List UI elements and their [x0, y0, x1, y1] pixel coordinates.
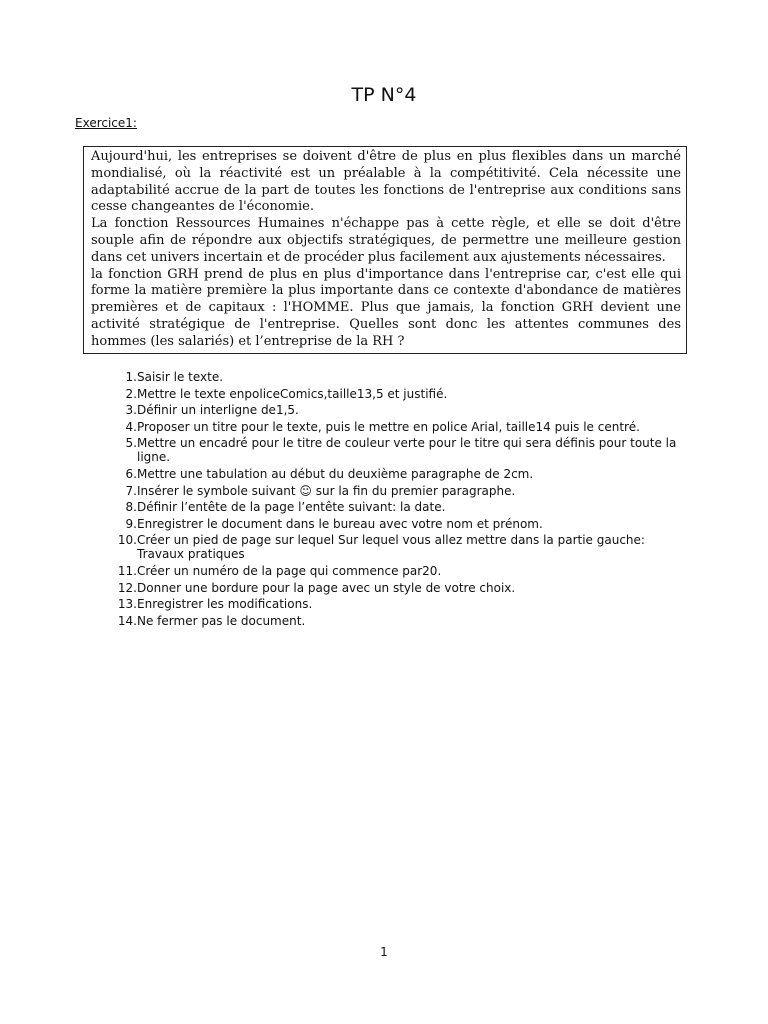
- text-frame: [83, 146, 687, 354]
- list-item-text: Définir l’entête de la page l’entête suivant: la date.: [137, 500, 446, 515]
- list-item-text: Donner une bordure pour la page avec un style de votre choix.: [137, 580, 516, 595]
- list-item: [114, 467, 684, 481]
- list-item-number: 12.: [117, 580, 137, 595]
- list-item: [114, 533, 684, 561]
- list-item-number: 1.: [125, 370, 137, 384]
- list-item-number: 14.: [117, 613, 137, 628]
- list-item-text: Proposer un titre pour le texte, puis le mettre en police Arial, taille14 puis le centré.: [137, 419, 640, 434]
- list-item-number: 11.: [117, 563, 137, 578]
- page-title: TP N°4: [351, 84, 417, 106]
- list-item-number: 10.: [117, 533, 137, 548]
- list-item-text: Mettre une tabulation au début du deuxième paragraphe de 2cm.: [137, 466, 534, 481]
- list-item-text: Insérer le symbole suivant ☺ sur la fin du premier paragraphe.: [137, 483, 516, 498]
- list-item: [114, 597, 684, 611]
- list-item: [114, 403, 684, 417]
- page-number: 1: [380, 945, 388, 959]
- list-item-number: 13.: [117, 597, 137, 612]
- list-item-number: 7.: [125, 483, 137, 498]
- list-item-number: 3.: [125, 403, 137, 418]
- list-item-text: Enregistrer le document dans le bureau avec votre nom et prénom.: [137, 516, 543, 531]
- list-item-number: 8.: [125, 500, 137, 515]
- list-item: [114, 564, 684, 578]
- list-item-number: 2.: [125, 386, 137, 401]
- list-item-text: Ne fermer pas le document.: [137, 613, 306, 628]
- list-item: [114, 581, 684, 595]
- paragraph-2: La fonction Ressources Humaines n'échappe pas à cette règle, et elle se doit d'être souple afin de répondre aux objectifs stratégiques, de permettre une meilleure gestion dans cet univers incertain et de procéder plus facilement aux ajustements nécessaires.: [91, 216, 681, 265]
- list-item-text: Saisir le texte.: [137, 370, 224, 384]
- list-item-number: 6.: [125, 466, 137, 481]
- list-item-text: Enregistrer les modifications.: [137, 597, 313, 612]
- paragraph-3: la fonction GRH prend de plus en plus d'importance dans l'entreprise car, c'est elle qui forme la matière première la plus importante dans ce contexte d'abondance de matières premières et de capitaux : l'HOMME. Plus que jamais, la fonction GRH devient une activité stratégique de l'entreprise. Quelles sont donc les attentes communes des hommes (les salariés) et l’entreprise de la RH ?: [91, 266, 681, 349]
- list-item: [114, 420, 684, 434]
- list-item-text: Créer un numéro de la page qui commence par20.: [137, 563, 442, 578]
- instruction-list: [114, 370, 684, 630]
- list-item: [114, 500, 684, 514]
- list-item-text: Mettre le texte enpoliceComics,taille13,5 et justifié.: [137, 386, 448, 401]
- list-item: [114, 370, 684, 384]
- list-item-text: Créer un pied de page sur lequel Sur lequel vous allez mettre dans la partie gauche: Travaux pratiques: [137, 533, 645, 562]
- exercise-label: Exercice1:: [75, 116, 137, 130]
- list-item: [114, 517, 684, 531]
- list-item-text: Mettre un encadré pour le titre de couleur verte pour le titre qui sera définis pour toute la ligne.: [137, 436, 677, 465]
- list-item: [114, 614, 684, 628]
- list-item-number: 5.: [125, 436, 137, 451]
- paragraph-1: Aujourd'hui, les entreprises se doivent d'être de plus en plus flexibles dans un marché mondialisé, où la réactivité est un préalable à la compétitivité. Cela nécessite une adaptabilité accrue de la part de toutes les fonctions de l'entreprise aux conditions sans cesse changeantes de l'économie.: [91, 149, 681, 215]
- list-item-text: Définir un interligne de1,5.: [137, 403, 299, 418]
- list-item: [114, 387, 684, 401]
- list-item-number: 9.: [125, 516, 137, 531]
- list-item: [114, 484, 684, 498]
- list-item-number: 4.: [125, 419, 137, 434]
- list-item: [114, 436, 684, 464]
